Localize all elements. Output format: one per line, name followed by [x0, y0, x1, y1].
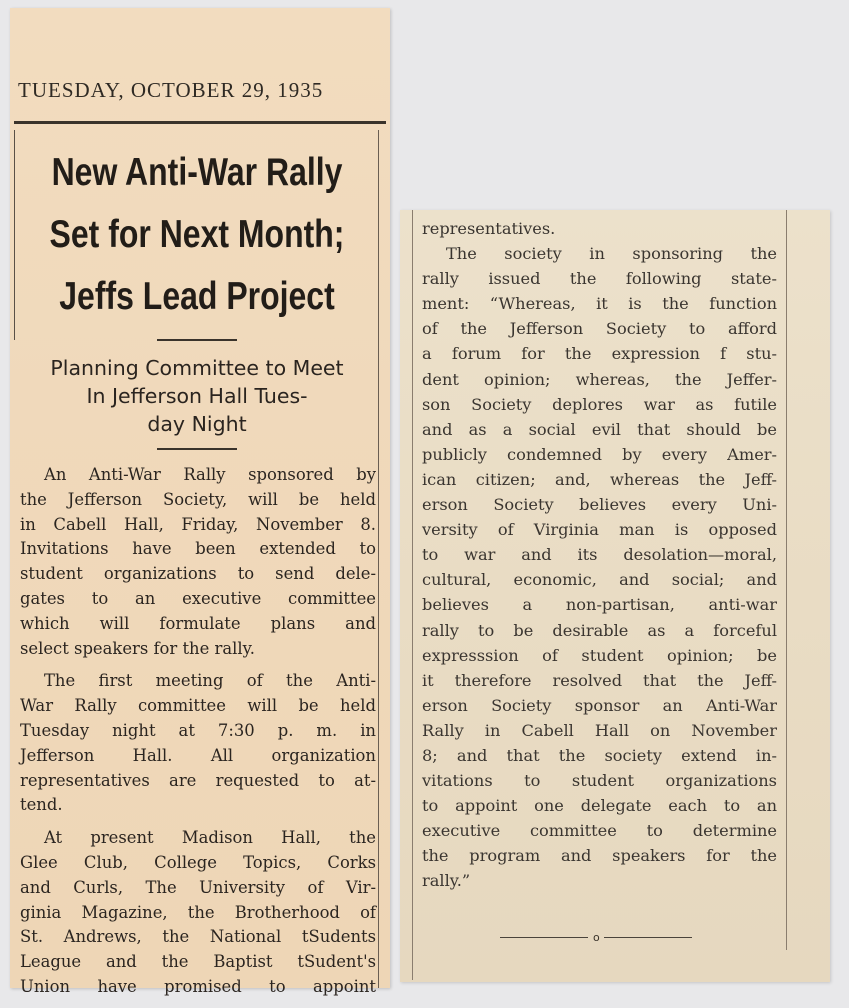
end-mark-letter: o: [593, 931, 600, 944]
text-line: League and the Baptist tSudent's: [20, 952, 376, 972]
subheadline-line: In Jefferson Hall Tues-: [86, 384, 308, 408]
text-line: Invitations have been extended to: [20, 539, 376, 559]
text-line: St. Andrews, the National tSudents: [20, 927, 376, 947]
text-line: Tuesday night at 7:30 p. m. in: [20, 720, 376, 740]
text-line: erson Society sponsor an Anti-War: [422, 695, 777, 715]
subheadline: [16, 354, 378, 438]
column-rule-left: [412, 210, 413, 980]
headline-line: Jeffs Lead Project: [59, 275, 335, 318]
text-line: The first meeting of the Anti-: [44, 671, 376, 691]
text-line: which will formulate plans and: [20, 613, 376, 633]
text-line: An Anti-War Rally sponsored by: [44, 465, 376, 484]
text-line: publicly condemned by every Amer-: [422, 444, 777, 464]
text-line: gates to an executive committee: [20, 588, 376, 608]
text-line: ment: “Whereas, it is the function: [422, 294, 777, 314]
text-line: dent opinion; whereas, the Jeffer-: [422, 369, 777, 389]
text-line: representatives are requested to at-: [20, 770, 376, 790]
text-line: Union have promised to appoint: [20, 976, 376, 996]
dateline-rule: [14, 121, 386, 124]
text-line: student organizations to send dele-: [20, 564, 376, 584]
right-article-body: [422, 216, 777, 902]
text-line: to appoint one delegate each to an: [422, 796, 777, 816]
text-line: Glee Club, College Topics, Corks: [20, 852, 376, 872]
headline-line: New Anti-War Rally: [51, 151, 343, 194]
text-line: tend.: [20, 795, 63, 815]
text-line: The society in sponsoring the: [446, 244, 777, 264]
left-clipping: [10, 8, 390, 996]
paragraph: [20, 463, 376, 661]
paragraph: [20, 669, 376, 818]
text-line: in Cabell Hall, Friday, November 8.: [20, 514, 376, 534]
text-line: and as a social evil that should be: [422, 419, 777, 439]
text-line: a forum for the expression f stu-: [422, 344, 777, 364]
text-line: vitations to student organizations: [422, 771, 777, 791]
text-line: rally issued the following state-: [422, 269, 777, 289]
text-line: At present Madison Hall, the: [44, 828, 376, 848]
text-line: the Jefferson Society, will be held: [20, 489, 376, 509]
subheadline-line: day Night: [147, 412, 247, 436]
text-line: and Curls, The University of Vir-: [20, 877, 376, 897]
headline-line: Set for Next Month;: [49, 213, 345, 256]
text-line: War Rally committee will be held: [20, 696, 376, 716]
headline-rule: [157, 339, 237, 341]
text-line: the program and speakers for the: [422, 846, 777, 866]
text-line: cultural, economic, and social; and: [422, 570, 777, 590]
text-line: ginia Magazine, the Brotherhood of: [20, 902, 376, 922]
text-line: expresssion of student opinion; be: [422, 645, 777, 665]
paragraph: [20, 826, 376, 1000]
text-line: rally.”: [422, 871, 471, 891]
text-line: select speakers for the rally.: [20, 638, 255, 658]
dateline: TUESDAY, OCTOBER 29, 1935: [18, 78, 324, 102]
text-line: believes a non-partisan, anti-war: [422, 595, 777, 615]
text-line: executive committee to determine: [422, 821, 777, 841]
end-of-article-mark: [500, 931, 700, 945]
column-rule-right: [786, 210, 787, 950]
text-line: erson Society believes every Uni-: [422, 495, 777, 515]
left-article-body: [20, 463, 376, 1008]
column-rule-left: [14, 130, 15, 340]
text-line: it therefore resolved that the Jeff-: [422, 670, 777, 690]
text-line: Jefferson Hall. All organization: [20, 745, 376, 765]
text-line: Rally in Cabell Hall on November: [422, 720, 777, 740]
text-line: son Society deplores war as futile: [422, 394, 777, 414]
text-line: of the Jefferson Society to afford: [422, 319, 777, 339]
text-line: versity of Virginia man is opposed: [422, 520, 777, 540]
column-rule-right: [378, 130, 379, 988]
text-line: 8; and that the society extend in-: [422, 745, 777, 765]
text-line: representatives.: [422, 219, 556, 238]
subheadline-rule: [157, 448, 237, 450]
text-line: ican citizen; and, whereas the Jeff-: [422, 469, 777, 489]
text-line: rally to be desirable as a forceful: [422, 620, 777, 640]
paragraph: [422, 216, 777, 241]
subheadline-line: Planning Committee to Meet: [50, 356, 344, 380]
right-clipping: [400, 210, 830, 982]
headline: [49, 142, 346, 328]
paragraph: [422, 241, 777, 893]
text-line: to war and its desolation—moral,: [422, 545, 777, 565]
